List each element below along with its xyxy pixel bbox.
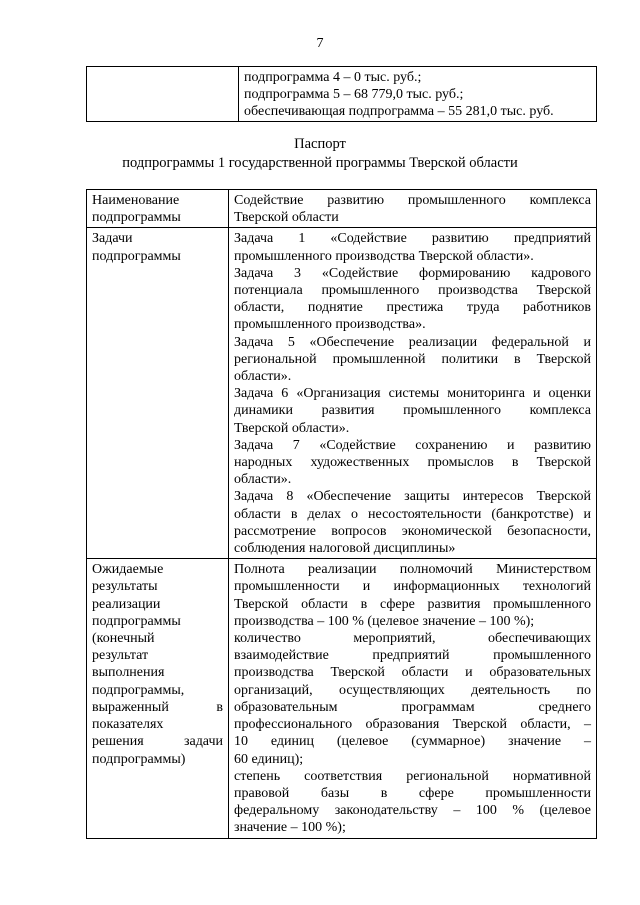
label-line: Наименование [92, 193, 180, 208]
label-line: подпрограммы [92, 613, 181, 629]
table-row [87, 67, 597, 122]
label-line: реализации [92, 596, 161, 612]
paragraph: Задача 8 «Обеспечение защиты интересов Тверской области в делах о несостоятельности (банкротстве) и рассмотрение вопросов экономической безопасности, соблюдения налоговой дисциплины» [234, 489, 591, 557]
paragraph: Задача 3 «Содействие формированию кадрового потенциала промышленного производства Тверской области, поднятие престижа труда работников промышленного производства». [234, 265, 591, 333]
label-line: подпрограммы [92, 210, 181, 226]
paragraph: Задача 7 «Содействие сохранению и развитию народных художественных промыслов в Тверской области». [234, 437, 591, 488]
table-row [87, 228, 597, 559]
paragraph: степень соответствия региональной нормативной правовой базы в сфере промышленности федеральному законодательству – 100 % (целевое значение – 100 %); [234, 768, 591, 836]
paragraph: Задача 6 «Организация системы мониторинга и оценки динамики развития промышленного комплекса Тверской области». [234, 386, 591, 436]
funding-line: подпрограмма 4 – 0 тыс. руб.; [244, 70, 422, 85]
label-line: подпрограммы) [92, 751, 186, 767]
paragraph: Задача 5 «Обеспечение реализации федеральной и региональной промышленной политики в Тверской области». [234, 334, 591, 385]
label-line: (конечный [92, 631, 155, 647]
row-value-cell [229, 228, 597, 559]
passport-subtitle: подпрограммы 1 государственной программы Тверской области [122, 155, 518, 171]
label-line: выраженный в [92, 699, 223, 715]
page-number: 7 [316, 36, 324, 51]
table-row [87, 559, 597, 838]
label-line: Ожидаемые [92, 562, 164, 578]
row-label-cell [87, 559, 229, 838]
table-row [87, 190, 597, 228]
label-line: показателях [92, 717, 164, 733]
row-label-cell [87, 190, 229, 228]
paragraph: Содействие развитию промышленного комплекса Тверской области [234, 193, 591, 226]
label-line: результаты [92, 579, 158, 595]
passport-title: Паспорт [294, 136, 346, 152]
paragraph: Задача 1 «Содействие развитию предприятий промышленного производства Тверской области». [234, 231, 591, 264]
label-line: результат [92, 648, 149, 664]
label-line: решения задачи [92, 734, 223, 750]
continuation-table [86, 66, 597, 122]
row-value-cell [229, 559, 597, 838]
label-line: подпрограммы [92, 248, 181, 264]
label-line: выполнения [92, 665, 165, 681]
row-label-cell [87, 228, 229, 559]
label-line: Задачи [92, 231, 133, 247]
passport-table [86, 189, 597, 839]
funding-line: подпрограмма 5 – 68 779,0 тыс. руб.; [244, 87, 464, 102]
paragraph: Полнота реализации полномочий Министерством промышленности и информационных технологий Тверской области в сфере развития промышленного производства – 100 % (целевое значение – 100 %); [234, 562, 591, 629]
empty-cell [87, 67, 239, 122]
row-value-cell [229, 190, 597, 228]
funding-line: обеспечивающая подпрограмма – 55 281,0 тыс. руб. [244, 104, 554, 119]
paragraph: количество мероприятий, обеспечивающих взаимодействие предприятий промышленного производства Тверской области и образовательных организаций, осуществляющих деятельность по образовательным программам среднего профессионального образования Тверской области, – 10 единиц (целевое (суммарное) значение – 60 единиц); [234, 631, 591, 767]
funding-cell [239, 67, 597, 122]
label-line: подпрограммы, [92, 682, 185, 698]
